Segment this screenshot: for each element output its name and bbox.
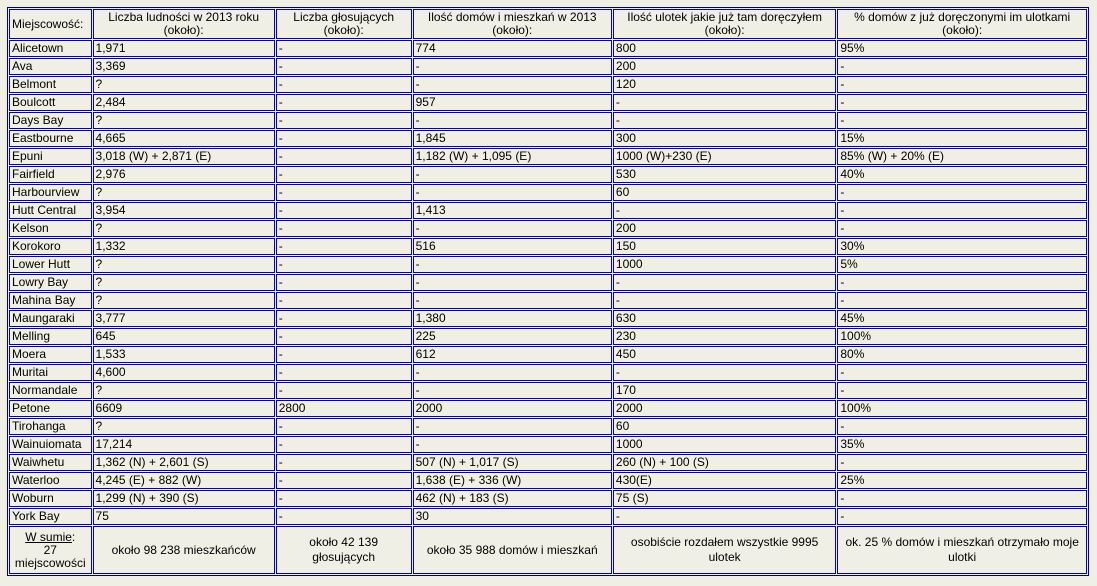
cell-percent: 35%	[837, 436, 1087, 453]
table-row	[9, 166, 1087, 183]
cell-population: 1,971	[93, 40, 275, 57]
table-row	[9, 202, 1087, 219]
cell-leaflets: 230	[613, 328, 836, 345]
cell-population: 17,214	[93, 436, 275, 453]
table-row	[9, 274, 1087, 291]
cell-homes: 957	[413, 94, 612, 111]
cell-leaflets: 150	[613, 238, 836, 255]
cell-leaflets: -	[613, 274, 836, 291]
header-population: Liczba ludności w 2013 roku (około):	[93, 9, 275, 39]
cell-leaflets: 530	[613, 166, 836, 183]
cell-voters: -	[276, 328, 412, 345]
cell-percent: 30%	[837, 238, 1087, 255]
cell-town: Boulcott	[9, 94, 92, 111]
cell-homes: 1,380	[413, 310, 612, 327]
table-body	[9, 40, 1087, 525]
summary-voters: około 42 139 głosujących	[276, 526, 412, 574]
summary-homes: około 35 988 domów i mieszkań	[413, 526, 612, 574]
table-row	[9, 346, 1087, 363]
table-row	[9, 238, 1087, 255]
cell-town: Korokoro	[9, 238, 92, 255]
cell-percent: -	[837, 382, 1087, 399]
cell-percent: -	[837, 94, 1087, 111]
cell-leaflets: -	[613, 94, 836, 111]
cell-population: 3,369	[93, 58, 275, 75]
cell-town: Days Bay	[9, 112, 92, 129]
cell-population: ?	[93, 220, 275, 237]
cell-population: ?	[93, 76, 275, 93]
cell-town: Moera	[9, 346, 92, 363]
summary-percent: ok. 25 % domów i mieszkań otrzymało moje ulotki	[837, 526, 1087, 574]
cell-leaflets: 1000	[613, 436, 836, 453]
cell-homes: -	[413, 220, 612, 237]
cell-population: 1,299 (N) + 390 (S)	[93, 490, 275, 507]
cell-population: ?	[93, 418, 275, 435]
cell-population: 4,245 (E) + 882 (W)	[93, 472, 275, 489]
cell-population: 1,533	[93, 346, 275, 363]
cell-leaflets: 450	[613, 346, 836, 363]
header-homes: Ilość domów i mieszkań w 2013 (około):	[413, 9, 612, 39]
table-row	[9, 40, 1087, 57]
cell-population: 3,777	[93, 310, 275, 327]
cell-leaflets: 75 (S)	[613, 490, 836, 507]
cell-homes: -	[413, 382, 612, 399]
cell-percent: 15%	[837, 130, 1087, 147]
cell-homes: 516	[413, 238, 612, 255]
cell-voters: -	[276, 166, 412, 183]
cell-population: 2,484	[93, 94, 275, 111]
table-row	[9, 112, 1087, 129]
table-row	[9, 220, 1087, 237]
cell-voters: -	[276, 130, 412, 147]
table-row	[9, 184, 1087, 201]
cell-town: Ava	[9, 58, 92, 75]
table-row	[9, 400, 1087, 417]
cell-leaflets: 430(E)	[613, 472, 836, 489]
cell-leaflets: 800	[613, 40, 836, 57]
cell-population: 645	[93, 328, 275, 345]
table-row	[9, 94, 1087, 111]
cell-leaflets: 120	[613, 76, 836, 93]
summary-row	[9, 526, 1087, 574]
cell-voters: -	[276, 490, 412, 507]
cell-voters: 2800	[276, 400, 412, 417]
cell-homes: -	[413, 274, 612, 291]
cell-voters: -	[276, 508, 412, 525]
cell-percent: 85% (W) + 20% (E)	[837, 148, 1087, 165]
cell-population: 1,362 (N) + 2,601 (S)	[93, 454, 275, 471]
cell-homes: 612	[413, 346, 612, 363]
cell-homes: 30	[413, 508, 612, 525]
cell-homes: 774	[413, 40, 612, 57]
cell-homes: -	[413, 76, 612, 93]
summary-population: około 98 238 mieszkańców	[93, 526, 275, 574]
cell-voters: -	[276, 220, 412, 237]
leaflet-distribution-table	[7, 7, 1089, 576]
cell-population: 2,976	[93, 166, 275, 183]
cell-town: Mahina Bay	[9, 292, 92, 309]
cell-percent: -	[837, 292, 1087, 309]
cell-town: Epuni	[9, 148, 92, 165]
cell-town: Waiwhetu	[9, 454, 92, 471]
cell-homes: 1,845	[413, 130, 612, 147]
cell-town: Muritai	[9, 364, 92, 381]
cell-town: Maungaraki	[9, 310, 92, 327]
cell-homes: -	[413, 256, 612, 273]
cell-town: Alicetown	[9, 40, 92, 57]
cell-town: Harbourview	[9, 184, 92, 201]
cell-voters: -	[276, 40, 412, 57]
cell-homes: -	[413, 292, 612, 309]
cell-percent: -	[837, 220, 1087, 237]
cell-homes: -	[413, 58, 612, 75]
table-row	[9, 130, 1087, 147]
cell-town: Eastbourne	[9, 130, 92, 147]
cell-percent: 45%	[837, 310, 1087, 327]
cell-homes: -	[413, 418, 612, 435]
cell-leaflets: 200	[613, 220, 836, 237]
cell-town: Lower Hutt	[9, 256, 92, 273]
table-row	[9, 58, 1087, 75]
cell-voters: -	[276, 472, 412, 489]
cell-voters: -	[276, 418, 412, 435]
cell-leaflets: 300	[613, 130, 836, 147]
cell-town: Tirohanga	[9, 418, 92, 435]
header-percent: % domów z już doręczonymi im ulotkami (około):	[837, 9, 1087, 39]
cell-population: ?	[93, 256, 275, 273]
cell-town: Hutt Central	[9, 202, 92, 219]
cell-voters: -	[276, 292, 412, 309]
table-row	[9, 490, 1087, 507]
cell-population: ?	[93, 112, 275, 129]
cell-percent: 5%	[837, 256, 1087, 273]
table-row	[9, 292, 1087, 309]
cell-population: 3,018 (W) + 2,871 (E)	[93, 148, 275, 165]
cell-leaflets: 630	[613, 310, 836, 327]
cell-voters: -	[276, 364, 412, 381]
table-row	[9, 508, 1087, 525]
cell-voters: -	[276, 454, 412, 471]
cell-voters: -	[276, 310, 412, 327]
summary-label-underlined: W sumie	[25, 529, 72, 544]
cell-population: 4,600	[93, 364, 275, 381]
cell-town: Waterloo	[9, 472, 92, 489]
cell-voters: -	[276, 436, 412, 453]
cell-leaflets: 2000	[613, 400, 836, 417]
table-summary	[9, 526, 1087, 574]
cell-homes: 1,413	[413, 202, 612, 219]
cell-percent: -	[837, 58, 1087, 75]
cell-town: Woburn	[9, 490, 92, 507]
cell-homes: 1,638 (E) + 336 (W)	[413, 472, 612, 489]
cell-population: ?	[93, 274, 275, 291]
header-row	[9, 9, 1087, 39]
cell-percent: -	[837, 418, 1087, 435]
cell-town: Belmont	[9, 76, 92, 93]
cell-voters: -	[276, 148, 412, 165]
cell-population: 75	[93, 508, 275, 525]
cell-homes: -	[413, 436, 612, 453]
table-row	[9, 364, 1087, 381]
cell-leaflets: 170	[613, 382, 836, 399]
cell-leaflets: 60	[613, 184, 836, 201]
cell-percent: -	[837, 184, 1087, 201]
cell-town: York Bay	[9, 508, 92, 525]
cell-voters: -	[276, 76, 412, 93]
cell-percent: -	[837, 508, 1087, 525]
cell-leaflets: -	[613, 202, 836, 219]
cell-voters: -	[276, 94, 412, 111]
cell-voters: -	[276, 346, 412, 363]
cell-population: 4,665	[93, 130, 275, 147]
cell-town: Lowry Bay	[9, 274, 92, 291]
cell-town: Fairfield	[9, 166, 92, 183]
table-row	[9, 256, 1087, 273]
table-row	[9, 148, 1087, 165]
summary-leaflets: osobiście rozdałem wszystkie 9995 ulotek	[613, 526, 836, 574]
cell-voters: -	[276, 382, 412, 399]
header-town: Miejscowość:	[9, 9, 92, 39]
cell-leaflets: -	[613, 292, 836, 309]
cell-town: Melling	[9, 328, 92, 345]
cell-homes: 507 (N) + 1,017 (S)	[413, 454, 612, 471]
table-row	[9, 418, 1087, 435]
cell-homes: -	[413, 166, 612, 183]
table-row	[9, 76, 1087, 93]
cell-percent: 25%	[837, 472, 1087, 489]
cell-leaflets: -	[613, 112, 836, 129]
cell-voters: -	[276, 202, 412, 219]
table-header	[9, 9, 1087, 39]
table-row	[9, 472, 1087, 489]
table-row	[9, 454, 1087, 471]
cell-voters: -	[276, 184, 412, 201]
cell-town: Wainuiomata	[9, 436, 92, 453]
cell-homes: -	[413, 112, 612, 129]
cell-homes: 462 (N) + 183 (S)	[413, 490, 612, 507]
cell-percent: -	[837, 202, 1087, 219]
cell-homes: 225	[413, 328, 612, 345]
cell-voters: -	[276, 238, 412, 255]
cell-voters: -	[276, 58, 412, 75]
cell-town: Normandale	[9, 382, 92, 399]
summary-label-rest: 27 miejscowości	[14, 542, 86, 570]
cell-homes: -	[413, 364, 612, 381]
cell-percent: 40%	[837, 166, 1087, 183]
cell-voters: -	[276, 256, 412, 273]
cell-leaflets: 200	[613, 58, 836, 75]
cell-leaflets: 1000 (W)+230 (E)	[613, 148, 836, 165]
cell-population: 3,954	[93, 202, 275, 219]
cell-percent: -	[837, 112, 1087, 129]
cell-town: Kelson	[9, 220, 92, 237]
cell-percent: -	[837, 364, 1087, 381]
summary-label	[9, 526, 92, 574]
header-leaflets: Ilość ulotek jakie już tam doręczyłem (około):	[613, 9, 836, 39]
cell-voters: -	[276, 274, 412, 291]
cell-voters: -	[276, 112, 412, 129]
cell-percent: -	[837, 274, 1087, 291]
cell-percent: 95%	[837, 40, 1087, 57]
cell-population: 6609	[93, 400, 275, 417]
cell-population: ?	[93, 382, 275, 399]
cell-homes: 2000	[413, 400, 612, 417]
cell-percent: -	[837, 490, 1087, 507]
cell-homes: 1,182 (W) + 1,095 (E)	[413, 148, 612, 165]
table-row	[9, 382, 1087, 399]
cell-leaflets: 1000	[613, 256, 836, 273]
cell-leaflets: 260 (N) + 100 (S)	[613, 454, 836, 471]
cell-population: 1,332	[93, 238, 275, 255]
summary-label-colon: :	[71, 529, 76, 544]
cell-population: ?	[93, 184, 275, 201]
cell-population: ?	[93, 292, 275, 309]
cell-percent: 100%	[837, 400, 1087, 417]
cell-percent: 80%	[837, 346, 1087, 363]
cell-homes: -	[413, 184, 612, 201]
table-row	[9, 328, 1087, 345]
cell-percent: -	[837, 76, 1087, 93]
cell-leaflets: -	[613, 508, 836, 525]
cell-percent: 100%	[837, 328, 1087, 345]
table-row	[9, 436, 1087, 453]
header-voters: Liczba głosujących (około):	[276, 9, 412, 39]
table-row	[9, 310, 1087, 327]
cell-town: Petone	[9, 400, 92, 417]
cell-percent: -	[837, 454, 1087, 471]
cell-leaflets: 60	[613, 418, 836, 435]
cell-leaflets: -	[613, 364, 836, 381]
